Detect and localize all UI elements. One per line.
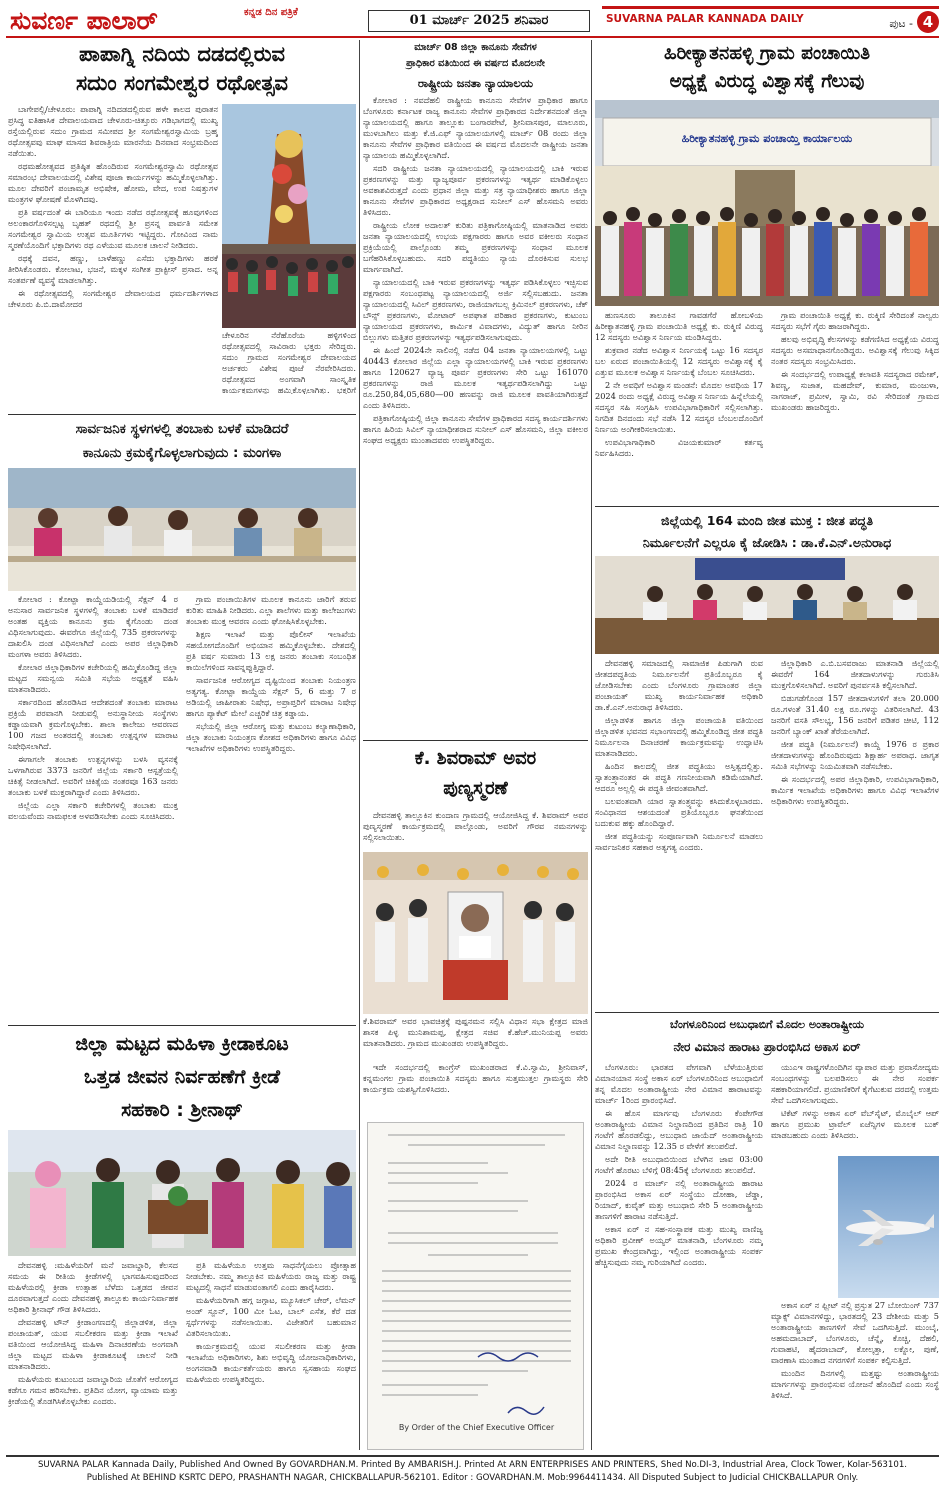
headline-line: ಸದುಂ ಸಂಗಮೇಶ್ವರ ರಥೋತ್ಸವ [76,71,288,95]
tobacco-body-left [8,594,178,1018]
paragraph: ಅಕಾಸ ಏರ್ ನ ಸಹ-ಸಂಸ್ಥಾಪಕ ಮತ್ತು ಮುಖ್ಯ ವಾಣಿಜ್ಯ ಅಧಿಕಾರಿ ಪ್ರವೀಣ್ ಅಯ್ಯರ್ ಮಾತನಾಡಿ, ಬೆಂಗಳೂರು ನಮ್ಮ ಪ್ರಮುಖ ಕೇಂದ್ರವಾಗಿದ್ದು, ಇಲ್ಲಿಂದ ಅಂತಾರಾಷ್ಟ್ರೀಯ ಸಂಪರ್ಕ ಹೆಚ್ಚಿಸುವುದು ನಮ್ಮ ಗುರಿಯಾಗಿದೆ ಎಂದರು. [595,1224,763,1267]
paragraph: ಜಿಲ್ಲಾಧಿಕಾರಿ ಎ.ಬಿ.ಬಸವರಾಜು ಮಾತನಾಡಿ ಜಿಲ್ಲೆಯಲ್ಲಿ ಈವರೆಗೆ 164 ಜೀತದಾಳುಗಳನ್ನು ಗುರುತಿಸಿ ಮುಕ್ತಗೊಳಿಸಲಾಗಿದೆ. ಅವರಿಗೆ ಪುನರ್ವಸತಿ ಕಲ್ಪಿಸಲಾಗಿದೆ. [771,658,939,690]
legal-aid-headline: ರಾಷ್ಟ್ರೀಯ ಜನತಾ ನ್ಯಾಯಾಲಯ [417,76,534,90]
bonded-labour-meeting-photo [595,556,939,654]
masthead [6,6,939,36]
headline-line: ಸಾರ್ವಜನಿಕ ಸ್ಥಳಗಳಲ್ಲಿ ತಂಬಾಕು ಬಳಕೆ ಮಾಡಿದರೆ [75,421,289,437]
akasa-body-left [595,1062,763,1450]
masthead-divider [6,36,939,38]
rathotsava-caption: ಚೇಳೂರಿನ ನೆರೆಹೊರೆಯ ಹಳ್ಳಿಗಳಿಂದ ರಥೋತ್ಸವದಲ್ಲಿ ಸಾವಿರಾರು ಭಕ್ತರು ಸೇರಿದ್ದರು. ಸದುಂ ಗ್ರಾಮದ ಸಂಗಮೇಶ್ವರ ದೇವಾಲಯದ ಅರ್ಚಕರು ವಿಶೇಷ ಪೂಜೆ ನೆರವೇರಿಸಿದರು. ರಥೋತ್ಸವದ ಅಂಗವಾಗಿ ಸಾಂಸ್ಕೃತಿಕ ಕಾರ್ಯಕ್ರಮಗಳನ್ನು ಹಮ್ಮಿಕೊಳ್ಳಲಾಗಿತ್ತು. ಭಕ್ತರಿಗೆ [222,330,356,394]
headline-line: ಕೆ. ಶಿವರಾಮ್ ಅವರ [414,748,537,769]
headline-line: ನಿರ್ಮೂಲನೆಗೆ ಎಲ್ಲರೂ ಕೈ ಜೋಡಿಸಿ : ಡಾ.ಕೆ.ಎನ್.ಅನುರಾಧ [642,535,892,550]
tobacco-meeting-photo [8,468,356,591]
column-rule [591,40,592,1450]
paragraph: ಜಿಲ್ಲಾಡಳಿತ ಹಾಗೂ ಜಿಲ್ಲಾ ಪಂಚಾಯತಿ ವತಿಯಿಂದ ಜಿಲ್ಲಾಡಳಿತ ಭವನದ ಸಭಾಂಗಣದಲ್ಲಿ ಹಮ್ಮಿಕೊಂಡಿದ್ದ ಜೀತ ಪದ್ಧತಿ ನಿರ್ಮೂಲನಾ ದಿನಾಚರಣೆ ಕಾರ್ಯಕ್ರಮವನ್ನು ಉದ್ಘಾಟಿಸಿ ಮಾತನಾಡಿದರು. [595,715,763,758]
shivaram-body [363,810,588,850]
section-divider [595,1012,939,1013]
headline-line: ಹಿರೀಕ್ಯಾತನಹಳ್ಳಿ ಗ್ರಾಮ ಪಂಚಾಯಿತಿ [663,43,871,64]
paragraph: ಅಕಾಸ ಏರ್ ನ ಫ್ಲೀಟ್ ನಲ್ಲಿ ಪ್ರಸ್ತುತ 27 ಬೋಯಿಂಗ್ 737 ಮ್ಯಾಕ್ಸ್ ವಿಮಾನಗಳಿದ್ದು, ಭಾರತದಲ್ಲಿ 23 ದೇಶೀಯ ಮತ್ತು 5 ಅಂತಾರಾಷ್ಟ್ರೀಯ ತಾಣಗಳಿಗೆ ಸೇವೆ ಒದಗಿಸುತ್ತಿದೆ. ಮುಂಬೈ, ಅಹಮದಾಬಾದ್, ಬೆಂಗಳೂರು, ಚೆನ್ನೈ, ಕೊಚ್ಚಿ, ದೆಹಲಿ, ಗುವಾಹಟಿ, ಹೈದರಾಬಾದ್, ಕೋಲ್ಕತ್ತಾ, ಲಕ್ನೋ, ಪುಣೆ, ವಾರಣಾಸಿ ಮುಂತಾದ ನಗರಗಳಿಗೆ ಸಂಪರ್ಕ ಕಲ್ಪಿಸುತ್ತಿದೆ. [771,1300,939,1365]
paragraph: ಈ ರಥೋತ್ಸವದಲ್ಲಿ ಸಂಗಮೇಶ್ವರ ದೇವಾಲಯದ ಧರ್ಮದರ್ಶಿಗಳಾದ ಚೇಳೂರು ಪಿ.ಬಿ.ದಾಮೋದರ [8,288,218,309]
paragraph: ದೇವನಹಳ್ಳಿ ಸಮಾಜದಲ್ಲಿ ಸಾಮಾಜಿಕ ಪಿಡುಗಾಗಿ ರುವ ಜೀತದಪದ್ಧತಿಯ ನಿರ್ಮೂಲನೆಗೆ ಪ್ರತಿಯೊಬ್ಬರೂ ಕೈ ಜೋಡಿಸಬೇಕು ಎಂದು ಬೆಂಗಳೂರು ಗ್ರಾಮಾಂತರ ಜಿಲ್ಲಾ ಪಂಚಾಯತ್ ಮುಖ್ಯ ಕಾರ್ಯನಿರ್ವಾಹಕ ಅಧಿಕಾರಿ ಡಾ.ಕೆ.ಎನ್.ಅನುರಾಧ ತಿಳಿಸಿದರು. [595,658,763,712]
headline-line: ಪಾಪಾಗ್ನಿ ನದಿಯ ದಡದಲ್ಲಿರುವ [78,42,286,66]
akasa-body-right-bottom [771,1300,939,1450]
akasa-headline: ನೇರ ವಿಮಾನ ಹಾರಾಟ ಪ್ರಾರಂಭಿಸಿದ ಅಕಾಸ ಏರ್ [673,1040,861,1054]
office-sign-text: ಹಿರೀಕ್ಯಾತನಹಳ್ಳಿ ಗ್ರಾಮ ಪಂಚಾಯ್ತಿ ಕಾರ್ಯಾಲಯ [681,132,853,145]
newspaper-tagline: ಕನ್ನಡ ದಿನ ಪತ್ರಿಕೆ [244,7,298,18]
rathotsava-headline [8,40,356,98]
paragraph: ಯುಎಇ ರಾಷ್ಟ್ರಗಳೊಂದಿಗಿನ ವ್ಯಾಪಾರ ಮತ್ತು ಪ್ರವಾಸೋದ್ಯಮ ಸಂಬಂಧಗಳನ್ನು ಬಲಪಡಿಸಲು ಈ ನೇರ ಸಂಪರ್ಕ ಸಹಕಾರಿಯಾಗಲಿದೆ. ಪ್ರಯಾಣಿಕರಿಗೆ ಕೈಗೆಟುಕುವ ದರದಲ್ಲಿ ಉತ್ತಮ ಸೇವೆ ಒದಗಿಸಲಾಗುವುದು. [771,1062,939,1105]
official-notice-document [367,1122,584,1450]
rathotsava-body [8,104,218,394]
paragraph: ಶುಕ್ರವಾರ ನಡೆದ ಅವಿಶ್ವಾಸ ನಿರ್ಣಯಕ್ಕೆ ಒಟ್ಟು 16 ಸದಸ್ಯರ ಬಲ ಏರುದ ಪಂಚಾಯಿತಿಯಲ್ಲಿ 12 ಸದಸ್ಯರು ಅವಿಶ್ವಾಸಕ್ಕೆ ಕೈ ಎತ್ತುವ ಮೂಲಕ ಅವಿಶ್ವಾಸ ನಿರ್ಣಯಕ್ಕೆ ಬೆಂಬಲ ಸೂಚಿಸಿದರು. [595,345,763,377]
tobacco-body-right [186,594,356,1018]
paragraph: ಕೋಲಾರ : ನವದೆಹಲಿ ರಾಷ್ಟ್ರೀಯ ಕಾನೂನು ಸೇವೆಗಳ ಪ್ರಾಧಿಕಾರ ಹಾಗೂ ಬೆಂಗಳೂರು ಕರ್ನಾಟಕ ರಾಜ್ಯ ಕಾನೂನು ಸೇವೆಗಳ ಪ್ರಾಧಿಕಾರದ ನಿರ್ದೇಶನದಂತೆ ಜಿಲ್ಲಾ ನ್ಯಾಯಾಲಯದಲ್ಲಿ ಹಾಗೂ ತಾಲ್ಲೂಕು ಬಂಗಾರಪೇಟೆ, ಶ್ರೀನಿವಾಸಪುರ, ಮಾಲೂರು, ಮುಳಬಾಗಿಲು ಮತ್ತು ಕೆ.ಜಿ.ಎಫ್ ನ್ಯಾಯಾಲಯಗಳಲ್ಲಿ ಮಾರ್ಚ್ 08 ರಂದು ಜಿಲ್ಲಾ ಕಾನೂನು ಸೇವೆಗಳ ಪ್ರಾಧಿಕಾರ ವತಿಯಿಂದ ಈ ವರ್ಷದ ಮೊದಲನೇ ರಾಷ್ಟ್ರೀಯ ಜನತಾ ನ್ಯಾಯಾಲಯ ಹಮ್ಮಿಕೊಳ್ಳಲಾಗಿದೆ. [363,95,588,160]
panchayat-office-photo [595,100,939,306]
airplane-photo [838,1156,939,1298]
paragraph: ಉಪವಿಭಾಗಾಧಿಕಾರಿ ವಿಜಯಕುಮಾರ್ ಕರ್ತವ್ಯ ನಿರ್ವಹಿಸಿದರು. [595,437,763,458]
paragraph: ಗ್ರಾಮ ಪಂಚಾಯಿತಿಗಳ ಮೂಲಕ ಕಾನೂನು ಜಾರಿಗೆ ತರುವ ಕುರಿತು ಮಾಹಿತಿ ನೀಡಿದರು. ಎಲ್ಲಾ ಶಾಲೆಗಳು ಮತ್ತು ಕಾಲೇಜುಗಳು ತಂಬಾಕು ಮುಕ್ತ ಆವರಣ ಎಂದು ಘೋಷಿಸಿಕೊಳ್ಳಬೇಕು. [186,594,356,626]
paragraph: ಕೋಲಾರ ಜಿಲ್ಲಾಧಿಕಾರಿಗಳ ಕಚೇರಿಯಲ್ಲಿ ಹಮ್ಮಿಕೊಂಡಿದ್ದ ಜಿಲ್ಲಾ ಮಟ್ಟದ ಸಮನ್ವಯ ಸಮಿತಿ ಸಭೆಯ ಅಧ್ಯಕ್ಷತೆ ವಹಿಸಿ ಮಾತನಾಡಿದರು. [8,662,178,694]
tobacco-headline [8,417,356,465]
hirikyatanahalli-body-left [595,310,763,502]
imprint-line: SUVARNA PALAR Kannada Daily, Published And Owned By GOVARDHAN.M. Printed By AMBARISH.J. Printed At ARN ENTERPRISES AND PRINTERS, Shed No.DI-3, Industrial Area, Clock Tower, Kolar-563101. [37,1460,908,1470]
bonded-labour-body-left [595,658,763,1008]
paragraph: ಅದೇ ರೀತಿ ಅಬುಧಾಬಿಯಿಂದ ಬೆಳಗಿನ ಜಾವ 03:00 ಗಂಟೆಗೆ ಹೊರಟು ಬೆಳಿಗ್ಗೆ 08:45ಕ್ಕೆ ಬೆಂಗಳೂರು ತಲುಪಲಿದೆ. [595,1154,763,1175]
paragraph: ಈ ಹಿಂದೆ 2024ನೇ ಸಾಲಿನಲ್ಲಿ ನಡೆದ 04 ಜನತಾ ನ್ಯಾಯಾಲಯಗಳಲ್ಲಿ ಒಟ್ಟು 40443 ಕೋಲಾರ ಜಿಲ್ಲೆಯ ಎಲ್ಲಾ ನ್ಯಾಯಾಲಯಗಳಲ್ಲಿ ಬಾಕಿ ಇರುವ ಪ್ರಕರಣಗಳು ಹಾಗೂ 120627 ವ್ಯಾಜ್ಯ ಪೂರ್ವ ಪ್ರಕರಣಗಳು ಸೇರಿ ಒಟ್ಟು 161070 ಪ್ರಕರಣಗಳನ್ನು ರಾಜಿ ಮೂಲಕ ಇತ್ಯರ್ಥಪಡಿಸಲಾಗಿದ್ದು ಒಟ್ಟು ರೂ.250,84,05,680—00 ಹಣವನ್ನು ರಾಜಿ ಮೂಲಕ ಪಾವತಿಯಾಗಿರುತ್ತದೆ ಎಂದು ತಿಳಿಸಿದರು. [363,345,588,410]
paragraph: ಬಾಗೇಪಲ್ಲಿ/ಚೇಳೂರು: ಪಾಪಾಗ್ನಿ ನದಿದಡದಲ್ಲಿರುವ ಹಳೇ ಕಾಲದ ಪುರಾತನ ಪ್ರಸಿದ್ಧ ಐತಿಹಾಸಿಕ ದೇವಾಲಯವಾದ ಚೇಳೂರು-ಚಿತ್ತೂರು ಗಡಿಭಾಗದಲ್ಲಿ ಮುಖ್ಯ ರಸ್ತೆಯಲ್ಲಿರುವ ಸದುಂ ಗ್ರಾಮದ ಸಮೀಪದ ಶ್ರೀ ಸಂಗಮೇಶ್ವರಸ್ವಾಮಿಯ ಬ್ರಹ್ಮ ರಥೋತ್ಸವವು ಮಾಘ ಮಾಸದ ಶಿವರಾತ್ರಿಯ ಮಾರನೆಯ ದಿನವಾದ ಸಂಭ್ರಮದಿಂದ ನಡೆಯಿತು. [8,104,218,158]
page-label: ಪುಟ - [889,17,913,30]
issue-date: 01 ಮಾರ್ಚ್ 2025 ಶನಿವಾರ [368,10,590,32]
legal-aid-deck [363,40,588,72]
page-number-badge: 4 [917,11,939,33]
paragraph: ರಥಮಹೋತ್ಸವದ ಪ್ರತಿಷ್ಠಿತ ಹೊಂದಿರುವ ಸಂಗಮೇಶ್ವರಸ್ವಾಮಿ ರಥೋತ್ಸವ ಸಮಾರಂಭ ದೇವಾಲಯದಲ್ಲಿ ವಿಶೇಷ ಪೂಜಾ ಕಾರ್ಯಗಳನ್ನು ಹಮ್ಮಿಕೊಳ್ಳಲಾಗಿತ್ತು. ಮೂಲ ದೇವರಿಗೆ ಪಂಚಾಮೃತ ಅಭಿಷೇಕ, ಹೋಮ, ವೇದ, ಉಪ ನಿಷತ್ತುಗಳ ಮಂತ್ರಗಳ ಘೋಷಣೆ ಮೊಳಗಿದವು. [8,161,218,204]
paragraph: ಮಹಿಳೆಯರಿಗಾಗಿ ಹಗ್ಗ ಜಗ್ಗಾಟ, ಮ್ಯೂಸಿಕಲ್ ಚೇರ್, ಲೆಮನ್ ಅಂಡ್ ಸ್ಪೂನ್, 100 ಮೀ ಓಟ, ಬಾಲ್ ಎಸೆತ, ಕೆರೆ ದಡ ಸ್ಪರ್ಧೆಗಳನ್ನು ನಡೆಸಲಾಯಿತು. ವಿಜೇತರಿಗೆ ಬಹುಮಾನ ವಿತರಿಸಲಾಯಿತು. [186,1295,356,1338]
headline-line: ಕಾನೂನು ಕ್ರಮಕೈಗೊಳ್ಳಲಾಗುವುದು : ಮಂಗಳಾ [82,445,282,461]
paragraph: ಮಹಿಳೆಯರು ಕುಟುಂಬದ ಜವಾಬ್ದಾರಿಯ ಜೊತೆಗೆ ಆರೋಗ್ಯದ ಕಡೆಗೂ ಗಮನ ಹರಿಸಬೇಕು. ಪ್ರತಿದಿನ ಯೋಗ, ವ್ಯಾಯಾಮ ಮತ್ತು ಕ್ರೀಡೆಯಲ್ಲಿ ತೊಡಗಿಸಿಕೊಳ್ಳಬೇಕು ಎಂದರು. [8,1374,178,1406]
english-title: SUVARNA PALAR KANNADA DAILY [606,13,804,25]
paragraph: ದೇವನಹಳ್ಳಿ ಟೌನ್ ಕ್ರೀಡಾಂಗಣದಲ್ಲಿ ಜಿಲ್ಲಾಡಳಿತ, ಜಿಲ್ಲಾ ಪಂಚಾಯತ್, ಯುವ ಸಬಲೀಕರಣ ಮತ್ತು ಕ್ರೀಡಾ ಇಲಾಖೆ ವತಿಯಿಂದ ಆಯೋಜಿಸಿದ್ದ ಮಹಿಳಾ ದಿನಾಚರಣೆಯ ಅಂಗವಾಗಿ ಜಿಲ್ಲಾ ಮಟ್ಟದ ಮಹಿಳಾ ಕ್ರೀಡಾಕೂಟಕ್ಕೆ ಚಾಲನೆ ನೀಡಿ ಮಾತನಾಡಿದರು. [8,1317,178,1371]
column-rule [359,40,360,1450]
paragraph: ಕಾರ್ಯಕ್ರಮದಲ್ಲಿ ಯುವ ಸಬಲೀಕರಣ ಮತ್ತು ಕ್ರೀಡಾ ಇಲಾಖೆಯ ಅಧಿಕಾರಿಗಳು, ಶಿಶು ಅಭಿವೃದ್ಧಿ ಯೋಜನಾಧಿಕಾರಿಗಳು, ಅಂಗನವಾಡಿ ಕಾರ್ಯಕರ್ತೆಯರು ಹಾಗೂ ಸ್ವಸಹಾಯ ಸಂಘದ ಮಹಿಳೆಯರು ಉಪಸ್ಥಿತರಿದ್ದರು. [186,1341,356,1384]
akasa-body-right-mid [771,1156,835,1298]
deck-line: ಪ್ರಾಧಿಕಾರ ವತಿಯಿಂದ ಈ ವರ್ಷದ ಮೊದಲನೇ [406,58,545,69]
paragraph: ಪ್ರತಿ ಮಹಿಳೆಯೂ ಉತ್ತಮ ಸಾಧನೆಗೈಯಲು ಪ್ರೋತ್ಸಾಹ ನೀಡಬೇಕು. ನಮ್ಮ ತಾಲ್ಲೂಕಿನ ಮಹಿಳೆಯರು ರಾಜ್ಯ ಮತ್ತು ರಾಷ್ಟ್ರ ಮಟ್ಟದಲ್ಲಿ ಸಾಧನೆ ಮಾಡುವಂತಾಗಲಿ ಎಂದು ಹಾರೈಸಿದರು. [186,1260,356,1292]
paragraph: ಗ್ರಾಮ ಪಂಚಾಯಿತಿ ಅಧ್ಯಕ್ಷೆ ಕು. ರುಕ್ಮಿಣಿ ಸೇರಿದಂತೆ ನಾಲ್ವರು ಸದಸ್ಯರು ಸಭೆಗೆ ಗೈರು ಹಾಜರಾಗಿದ್ದರು. [771,310,939,331]
akasa-body-right-top [771,1062,939,1154]
paragraph: ಕೋಲಾರ : ಕೋಟ್ಪಾ ಕಾಯ್ದೆಯಡಿಯಲ್ಲಿ ಸೆಕ್ಷನ್ 4 ರ ಅನುಸಾರ ಸಾರ್ವಜನಿಕ ಸ್ಥಳಗಳಲ್ಲಿ ತಂಬಾಕು ಬಳಕೆ ಮಾಡಿದರೆ ಅಂತಹ ವ್ಯಕ್ತಿಯ ಕಾನೂನು ಕ್ರಮ ಕೈಗೊಂಡು ದಂಡ ವಿಧಿಸಲಾಗುವುದು. ಈವರೆಗೂ ಜಿಲ್ಲೆಯಲ್ಲಿ 735 ಪ್ರಕರಣಗಳನ್ನು ದಾಖಲಿಸಿ ದಂಡ ವಿಧಿಸಲಾಗಿದೆ ಎಂದು ಅಪರ ಜಿಲ್ಲಾಧಿಕಾರಿ ಮಂಗಳಾ ಅವರು ತಿಳಿಸಿದರು. [8,594,178,659]
paragraph: 2 ನೇ ಅವಧಿಗೆ ಅವಿಶ್ವಾಸ ಮಂಡನೆ: ಮೊದಲ ಅವಧಿಯ 17 2024 ರಂದು ಅಧ್ಯಕ್ಷೆ ವಿರುದ್ಧ ಅವಿಶ್ವಾಸ ನಿರ್ಣಯ ಹಿನ್ನೆಲೆಯಲ್ಲಿ ಸದಸ್ಯರ ಸಹಿ ಸಂಗ್ರಹಿಸಿ ಉಪವಿಭಾಗಾಧಿಕಾರಿಗೆ ಸಲ್ಲಿಸಲಾಗಿತ್ತು. ನಿಗದಿತ ದಿನದಂದು ಸಭೆ ನಡೆಸಿ 12 ಸದಸ್ಯರ ಬೆಂಬಲದೊಂದಿಗೆ ನಿರ್ಣಯ ಅಂಗೀಕರಿಸಲಾಯಿತು. [595,380,763,434]
sports-body-left [8,1260,178,1450]
shivaram-closing [363,1062,588,1118]
akasa-deck: ಬೆಂಗಳೂರಿನಿಂದ ಅಬುಧಾಬಿಗೆ ಮೊದಲ ಅಂತಾರಾಷ್ಟ್ರೀಯ [670,1018,864,1031]
chariot-festival-photo [222,104,356,328]
paragraph: ಬೆಂಗಳೂರು: ಭಾರತದ ವೇಗವಾಗಿ ಬೆಳೆಯುತ್ತಿರುವ ವಿಮಾನಯಾನ ಸಂಸ್ಥೆ ಅಕಾಸ ಏರ್ ಬೆಂಗಳೂರಿನಿಂದ ಅಬುಧಾಬಿಗೆ ತನ್ನ ಮೊದಲ ಅಂತಾರಾಷ್ಟ್ರೀಯ ನೇರ ವಿಮಾನ ಹಾರಾಟವನ್ನು ಮಾರ್ಚ್ 1ರಿಂದ ಪ್ರಾರಂಭಿಸಿದೆ. [595,1062,763,1105]
deck-line: ಮಾರ್ಚ್ 08 ಜಿಲ್ಲಾ ಕಾನೂನು ಸೇವೆಗಳ [414,42,537,53]
section-divider [8,414,356,415]
sports-headline [8,1028,356,1127]
paragraph: ಸಭೆಯಲ್ಲಿ ಜಿಲ್ಲಾ ಆರೋಗ್ಯ ಮತ್ತು ಕುಟುಂಬ ಕಲ್ಯಾಣಾಧಿಕಾರಿ, ಜಿಲ್ಲಾ ತಂಬಾಕು ನಿಯಂತ್ರಣ ಕೋಶದ ಅಧಿಕಾರಿಗಳು ಹಾಗೂ ವಿವಿಧ ಇಲಾಖೆಗಳ ಅಧಿಕಾರಿಗಳು ಉಪಸ್ಥಿತರಿದ್ದರು. [186,721,356,753]
paragraph: ಜೀತ ಪದ್ಧತಿಯನ್ನು ಸಂಪೂರ್ಣವಾಗಿ ನಿರ್ಮೂಲನೆ ಮಾಡಲು ಸಾರ್ವಜನಿಕರ ಸಹಕಾರ ಅತ್ಯಗತ್ಯ ಎಂದರು. [595,831,763,852]
newspaper-name: ಸುವರ್ಣ ಪಾಲಾರ್ [10,6,158,35]
section-divider [8,1025,356,1026]
paragraph: ಈ ಹೊಸ ಮಾರ್ಗವು ಬೆಂಗಳೂರು ಕೆಂಪೇಗೌಡ ಅಂತಾರಾಷ್ಟ್ರೀಯ ವಿಮಾನ ನಿಲ್ದಾಣದಿಂದ ಪ್ರತಿದಿನ ರಾತ್ರಿ 10 ಗಂಟೆಗೆ ಹೊರಡಲಿದ್ದು, ಅಬುಧಾಬಿ ಜಾಯೆದ್ ಅಂತಾರಾಷ್ಟ್ರೀಯ ವಿಮಾನ ನಿಲ್ದಾಣವನ್ನು 12.35 ರ ವೇಳೆಗೆ ತಲುಪಲಿದೆ. [595,1108,763,1151]
paragraph: ಈ ಸಂದರ್ಭದಲ್ಲಿ ಉಪಾಧ್ಯಕ್ಷೆ ಕಲಾವತಿ ಸದಸ್ಯರಾದ ರಮೇಶ್, ಶಿವಣ್ಣ, ಸುಜಾತ, ಮಹದೇವ್, ಕುಮಾರ, ಮಂಜುಳಾ, ನಾಗರಾಜ್, ಪ್ರಮೀಳ, ಸ್ವಾಮಿ, ರವಿ ಸೇರಿದಂತೆ ಗ್ರಾಮದ ಮುಖಂಡರು ಹಾಜರಿದ್ದರು. [771,369,939,412]
masthead-brand [6,6,361,36]
paragraph: ಶಿಕ್ಷಣ ಇಲಾಖೆ ಮತ್ತು ಪೊಲೀಸ್ ಇಲಾಖೆಯ ಸಹಯೋಗದೊಂದಿಗೆ ಅಭಿಯಾನ ಹಮ್ಮಿಕೊಳ್ಳಬೇಕು. ದೇಶದಲ್ಲಿ ಪ್ರತಿ ವರ್ಷ ಸುಮಾರು 13 ಲಕ್ಷ ಜನರು ತಂಬಾಕು ಸಂಬಂಧಿತ ಕಾಯಿಲೆಗಳಿಂದ ಸಾವನ್ನಪ್ಪುತ್ತಿದ್ದಾರೆ. [186,629,356,672]
bonded-labour-headline [595,510,939,554]
paragraph: ನ್ಯಾಯಾಲಯದಲ್ಲಿ ಬಾಕಿ ಇರುವ ಪ್ರಕರಣಗಳನ್ನು ಇತ್ಯರ್ಥ ಪಡಿಸಿಕೊಳ್ಳಲು ಇಚ್ಛಿಸುವ ಪಕ್ಷಗಾರರು ಸಂಬಂಧಪಟ್ಟ ನ್ಯಾಯಾಲಯದಲ್ಲಿ ಅರ್ಜಿ ಸಲ್ಲಿಸಬಹುದು. ಜನತಾ ನ್ಯಾಯಾಲಯದಲ್ಲಿ ಸಿವಿಲ್ ಪ್ರಕರಣಗಳು, ರಾಜಿಯಾಗಬಲ್ಲ ಕ್ರಿಮಿನಲ್ ಪ್ರಕರಣಗಳು, ಚೆಕ್ ಬೌನ್ಸ್ ಪ್ರಕರಣಗಳು, ಮೋಟಾರ್ ಅಪಘಾತ ಪರಿಹಾರ ಪ್ರಕರಣಗಳು, ಕುಟುಂಬ ನ್ಯಾಯಾಲಯದ ಪ್ರಕರಣಗಳು, ಕಾರ್ಮಿಕ ವಿವಾದಗಳು, ವಿದ್ಯುತ್ ಹಾಗೂ ನೀರಿನ ಬಿಲ್ಲುಗಳು ಮತ್ತಿತರ ಪ್ರಕರಣಗಳನ್ನು ಇತ್ಯರ್ಥಪಡಿಸಲಾಗುವುದು. [363,277,588,342]
paragraph: ಸರ್ಕಾರದಿಂದ ಹೊರಡಿಸಿದ ಆದೇಶದಂತೆ ತಂಬಾಕು ಮಾರಾಟ ಪ್ರಕ್ರಿಯೆ ಪರವಾನಗಿ ನೀಡುವಲ್ಲಿ ಅನುಸ್ಥಾನೀಯ ಸಂಸ್ಥೆಗಳು ಕಡ್ಡಾಯವಾಗಿ ಕ್ರಮಗೊಳ್ಳಬೇಕು. ಶಾಲಾ ಕಾಲೇಜು ಆವರಣದ 100 ಗಜದ ಅಂತರದಲ್ಲಿ ತಂಬಾಕು ಉತ್ಪನ್ನಗಳ ಮಾರಾಟ ನಿಷೇಧಿಸಲಾಗಿದೆ. [8,697,178,751]
headline-line: ಜಿಲ್ಲೆಯಲ್ಲಿ 164 ಮಂದಿ ಜೀತ ಮುಕ್ತ : ಜೀತ ಪದ್ಧತಿ [661,513,873,528]
memorial-caption: ಕೆ.ಶಿವರಾಮ್ ಅವರ ಭಾವಚಿತ್ರಕ್ಕೆ ಪುಷ್ಪನಮನ ಸಲ್ಲಿಸಿ ವಿಧಾನ ಸಭಾ ಕ್ಷೇತ್ರದ ಮಾಜಿ ಶಾಸಕ ಪಿಳ್ಳ ಮುನಿಶಾಮಪ್ಪ, ಕ್ಷೇತ್ರದ ಸಚಿವ ಕೆ.ಹೆಚ್.ಮುನಿಯಪ್ಪ ಅವರು ಮಾತನಾಡಿದರು. ಗ್ರಾಮದ ಮುಖಂಡರು ಉಪಸ್ಥಿತರಿದ್ದರು. [363,1016,588,1048]
shivaram-headline [363,744,588,804]
womens-sports-photo [8,1130,356,1256]
hirikyatanahalli-body-right [771,310,939,502]
imprint-footer [6,1455,939,1487]
section-divider [363,740,588,741]
paragraph: ಹಿಂದಿನ ಕಾಲದಲ್ಲಿ ಜೀತ ಪದ್ಧತಿಯು ಅಸ್ತಿತ್ವದಲ್ಲಿತ್ತು. ಸ್ವಾತಂತ್ರ್ಯಾನಂತರ ಈ ಪದ್ಧತಿ ಗಣನೀಯವಾಗಿ ಕಡಿಮೆಯಾಗಿದೆ. ಆದರೂ ಅಲ್ಲಲ್ಲಿ ಈ ಪದ್ಧತಿ ಜೀವಂತವಾಗಿದೆ. [595,761,763,793]
hirikyatanahalli-headline [595,40,939,96]
paragraph: ಬಲವಂತವಾಗಿ ಯಾರ ಸ್ವಾತಂತ್ರ್ಯವನ್ನು ಕಸಿದುಕೊಳ್ಳಬಾರದು. ಸಂವಿಧಾನದ ಆಶಯದಂತೆ ಪ್ರತಿಯೊಬ್ಬರೂ ಘನತೆಯಿಂದ ಬದುಕುವ ಹಕ್ಕು ಹೊಂದಿದ್ದಾರೆ. [595,796,763,828]
paragraph: ರಾಷ್ಟ್ರೀಯ ಲೋಕ ಅದಾಲತ್ ಕುರಿತು ಪತ್ರಿಕಾಗೋಷ್ಠಿಯಲ್ಲಿ ಮಾತನಾಡಿದ ಅವರು ಜನತಾ ನ್ಯಾಯಾಲಯದಲ್ಲಿ ಉಭಯ ಪಕ್ಷಗಾರರು ಹಾಗೂ ಅವರ ವಕೀಲರು ಸಂಧಾನ ಪ್ರಕ್ರಿಯೆಯಲ್ಲಿ ಪಾಲ್ಗೊಂಡು ತಮ್ಮ ಪ್ರಕರಣಗಳನ್ನು ಸಂಧಾನ ಮೂಲಕ ಬಗೆಹರಿಸಿಕೊಳ್ಳಬಹುದು. ಸದರಿ ಪದ್ಧತಿಯು ನ್ಯಾಯ ದೊರಕಿಸುವ ಸುಲಭ ಮಾರ್ಗವಾಗಿದೆ. [363,220,588,274]
paragraph: ಹಲವು ಅಭಿವೃದ್ಧಿ ಕೆಲಸಗಳನ್ನು ಕಡೆಗಣಿಸಿದ ಅಧ್ಯಕ್ಷೆಯ ವಿರುದ್ಧ ಸದಸ್ಯರು ಅಸಮಾಧಾನಗೊಂಡಿದ್ದರು. ಅವಿಶ್ವಾಸಕ್ಕೆ ಗೆಲುವು ಸಿಕ್ಕಿದ ನಂತರ ಸದಸ್ಯರು ಸಂಭ್ರಮಿಸಿದರು. [771,334,939,366]
headline-line: ಒತ್ತಡ ಜೀವನ ನಿರ್ವಹಣೆಗೆ ಕ್ರೀಡೆ [83,1066,281,1088]
headline-line: ಜಿಲ್ಲಾ ಮಟ್ಟದ ಮಹಿಳಾ ಕ್ರೀಡಾಕೂಟ [75,1033,289,1055]
bonded-labour-body-right [771,658,939,1008]
legal-aid-body [363,95,588,737]
masthead-right [602,6,939,36]
paragraph: ಟಿಕೆಟ್ ಗಳನ್ನು ಅಕಾಸ ಏರ್ ವೆಬ್‌ಸೈಟ್, ಮೊಬೈಲ್ ಆಪ್ ಹಾಗೂ ಪ್ರಮುಖ ಟ್ರಾವೆಲ್ ಏಜೆನ್ಸಿಗಳ ಮೂಲಕ ಬುಕ್ ಮಾಡಬಹುದು ಎಂದು ತಿಳಿಸಿದರು. [771,1108,939,1140]
paragraph: ಸದರಿ ರಾಷ್ಟ್ರೀಯ ಜನತಾ ನ್ಯಾಯಾಲಯದಲ್ಲಿ ನ್ಯಾಯಾಲಯದಲ್ಲಿ ಬಾಕಿ ಇರುವ ಪ್ರಕರಣಗಳನ್ನು ಮತ್ತು ವ್ಯಾಜ್ಯಪೂರ್ವ ಪ್ರಕರಣಗಳನ್ನು ಇತ್ಯರ್ಥ ಮಾಡಿಕೊಳ್ಳಲು ಅವಕಾಶವಿರುತ್ತದೆ ಎಂದು ಪ್ರಧಾನ ಜಿಲ್ಲಾ ಮತ್ತು ಸತ್ರ ನ್ಯಾಯಾಧೀಶರು ಹಾಗೂ ಜಿಲ್ಲಾ ಕಾನೂನು ಸೇವೆಗಳ ಪ್ರಾಧಿಕಾರದ ಅಧ್ಯಕ್ಷರಾದ ಸುನೀಲ್ ಎಸ್ ಹೊಸಮನಿ ಅವರು ತಿಳಿಸಿದರು. [363,163,588,217]
headline-line: ಸಹಕಾರಿ : ಶ್ರೀನಾಥ್ [121,1099,243,1121]
paragraph: ಜೀತ ಪದ್ಧತಿ (ನಿರ್ಮೂಲನೆ) ಕಾಯ್ದೆ 1976 ರ ಪ್ರಕಾರ ಜೀತದಾಳುಗಳನ್ನು ಹೊಂದಿರುವುದು ಶಿಕ್ಷಾರ್ಹ ಅಪರಾಧ. ಜಾಗೃತ ಸಮಿತಿ ಸಭೆಗಳನ್ನು ನಿಯಮಿತವಾಗಿ ನಡೆಸಬೇಕು. [771,739,939,771]
paragraph: ಸಾರ್ವಜನಿಕ ಆರೋಗ್ಯದ ದೃಷ್ಟಿಯಿಂದ ತಂಬಾಕು ನಿಯಂತ್ರಣ ಅತ್ಯಗತ್ಯ. ಕೋಟ್ಪಾ ಕಾಯ್ದೆಯ ಸೆಕ್ಷನ್ 5, 6 ಮತ್ತು 7 ರ ಅಡಿಯಲ್ಲಿ ಜಾಹೀರಾತು ನಿಷೇಧ, ಅಪ್ರಾಪ್ತರಿಗೆ ಮಾರಾಟ ನಿಷೇಧ ಹಾಗೂ ಪ್ಯಾಕೆಟ್ ಮೇಲೆ ಎಚ್ಚರಿಕೆ ಚಿತ್ರ ಕಡ್ಡಾಯ. [186,675,356,718]
imprint-line: Published At BEHIND KSRTC DEPO, PRASHANTH NAGAR, CHICKBALLAPUR-562101. Editor : GOVARDHAN.M. Mob:9964411434. All Disputed Subject to Judicial CHICKBALLAPUR Only. [86,1473,859,1483]
paragraph: ಜಿಲ್ಲೆಯ ಎಲ್ಲಾ ಸರ್ಕಾರಿ ಕಚೇರಿಗಳಲ್ಲಿ ತಂಬಾಕು ಮುಕ್ತ ವಲಯವೆಂದು ನಾಮಫಲಕ ಅಳವಡಿಸಬೇಕು ಎಂದು ಸೂಚಿಸಿದರು. [8,800,178,821]
headline-line: ಪುಣ್ಯಸ್ಮರಣೆ [443,778,508,799]
paragraph: ಬಿಡುಗಡೆಗೊಂಡ 157 ಜೀತದಾಳುಗಳಿಗೆ ತಲಾ 20.000 ರೂ.ಗಳಂತೆ 31.40 ಲಕ್ಷ ರೂ.ಗಳನ್ನು ವಿತರಿಸಲಾಗಿದೆ. 43 ಜನರಿಗೆ ವಸತಿ ಸೌಲಭ್ಯ, 156 ಜನರಿಗೆ ಪಡಿತರ ಚೀಟಿ, 112 ಜನರಿಗೆ ಬ್ಯಾಂಕ್ ಖಾತೆ ತೆರೆಯಲಾಗಿದೆ. [771,693,939,736]
paragraph: ಈ ಸಂದರ್ಭದಲ್ಲಿ ಅಪರ ಜಿಲ್ಲಾಧಿಕಾರಿ, ಉಪವಿಭಾಗಾಧಿಕಾರಿ, ಕಾರ್ಮಿಕ ಇಲಾಖೆಯ ಅಧಿಕಾರಿಗಳು ಹಾಗೂ ವಿವಿಧ ಇಲಾಖೆಗಳ ಅಧಿಕಾರಿಗಳು ಉಪಸ್ಥಿತರಿದ್ದರು. [771,774,939,806]
section-divider [595,506,939,507]
paragraph: ಪತ್ರಿಕಾಗೋಷ್ಠಿಯಲ್ಲಿ ಜಿಲ್ಲಾ ಕಾನೂನು ಸೇವೆಗಳ ಪ್ರಾಧಿಕಾರದ ಸದಸ್ಯ ಕಾರ್ಯದರ್ಶಿಗಳು ಹಾಗೂ ಹಿರಿಯ ಸಿವಿಲ್ ನ್ಯಾಯಾಧೀಶರಾದ ಸುನೀಲ್ ಎಸ್ ಹೊಸಮನಿ, ಜಿಲ್ಲಾ ವಕೀಲರ ಸಂಘದ ಅಧ್ಯಕ್ಷರು ಮುಂತಾದವರು ಉಪಸ್ಥಿತರಿದ್ದರು. [363,413,588,445]
paragraph: ಹುಣಸೂರು ತಾಲೂಕಿನ ಗಾವಡಗೆರೆ ಹೋಬಳಿಯ ಹಿರೀಕ್ಯಾತನಹಳ್ಳಿ ಗ್ರಾಮ ಪಂಚಾಯಿತಿ ಅಧ್ಯಕ್ಷೆ ಕು. ರುಕ್ಮಿಣಿ ವಿರುದ್ಧ 12 ಸದಸ್ಯರು ಅವಿಶ್ವಾಸ ನಿರ್ಣಯ ಮಂಡಿಸಿದ್ದರು. [595,310,763,342]
paragraph: ರಥಕ್ಕೆ ದವನ, ಹಣ್ಣು, ಬಾಳೆಹಣ್ಣು ಎಸೆದು ಭಕ್ತಾದಿಗಳು ಹರಕೆ ತೀರಿಸಿಕೊಂಡರು. ಕೋಲಾಟ, ಭಜನೆ, ಮಕ್ಕಳ ಸಂಗೀತ ಪ್ರಾಕ್ಟೀಸ್ ಪ್ರಸಾದ. ಅನ್ನ ಸಂತರ್ಪಣೆ ವ್ಯವಸ್ಥೆ ಮಾಡಲಾಗಿತ್ತು. [8,253,218,285]
headline-line: ಅಧ್ಯಕ್ಷೆ ವಿರುದ್ಧ ವಿಶ್ವಾಸಕ್ಕೆ ಗೆಲುವು [669,71,865,92]
paragraph: 2024 ರ ಮಾರ್ಚ್ ನಲ್ಲಿ ಅಂತಾರಾಷ್ಟ್ರೀಯ ಹಾರಾಟ ಪ್ರಾರಂಭಿಸಿದ ಅಕಾಸ ಏರ್ ಸಂಸ್ಥೆಯು ದೋಹಾ, ಜೆಡ್ಡಾ, ರಿಯಾದ್, ಕುವೈತ್ ಮತ್ತು ಅಬುಧಾಬಿ ಸೇರಿ 5 ಅಂತಾರಾಷ್ಟ್ರೀಯ ತಾಣಗಳಿಗೆ ಹಾರಾಟ ನಡೆಸುತ್ತಿದೆ. [595,1178,763,1221]
memorial-photo [363,852,588,1014]
sports-body-right [186,1260,356,1450]
paragraph: ಈಗಾಗಲೇ ತಂಬಾಕು ಉತ್ಪನ್ನಗಳನ್ನು ಬಳಸಿ ವ್ಯಸನಕ್ಕೆ ಒಳಗಾಗಿರುವ 3373 ಜನರಿಗೆ ಜಿಲ್ಲೆಯ ಸರ್ಕಾರಿ ಆಸ್ಪತ್ರೆಯಲ್ಲಿ ಚಿಕಿತ್ಸೆ ನೀಡಲಾಗಿದೆ. ಅವರಿಗೆ ಚಿಕಿತ್ಸೆಯ ನಂತರವೂ 163 ಜನರು ತಂಬಾಕು ಬಳಕೆ ಮುಕ್ತರಾಗಿದ್ದಾರೆ ಎಂದು ತಿಳಿಸಿದರು. [8,754,178,797]
paragraph: ಪ್ರತಿ ವರ್ಷದಂತೆ ಈ ಬಾರಿಯೂ ಇಂದು ನಡೆದ ರಥೋತ್ಸವಕ್ಕೆ ಹೂವುಗಳಿಂದ ಅಲಂಕಾರಗೊಳಿಸಲ್ಪಟ್ಟ ಬೃಹತ್ ರಥದಲ್ಲಿ ಶ್ರೀ ಪ್ರಸನ್ನ ಪಾರ್ವತಿ ಸಮೇತ ಸಂಗಮೇಶ್ವರ ಸ್ವಾಮಿಯ ಉತ್ಸವ ಮೂರ್ತಿಗಳು ಇಟ್ಟಿದ್ದರು. ಗೋವಿಂದ ನಾಮ ಸ್ಮರಣೆಯೊಂದಿಗೆ ಭಕ್ತಾದಿಗಳು ರಥ ಎಳೆಯುವ ಮೂಲಕ ಚಾಲನೆ ನೀಡಿದರು. [8,207,218,250]
document-footer-text: By Order of the Chief Executive Officer [398,1423,555,1432]
paragraph: ಮುಂದಿನ ದಿನಗಳಲ್ಲಿ ಮತ್ತಷ್ಟು ಅಂತಾರಾಷ್ಟ್ರೀಯ ಮಾರ್ಗಗಳನ್ನು ಪ್ರಾರಂಭಿಸುವ ಯೋಜನೆ ಹೊಂದಿದೆ ಎಂದು ಸಂಸ್ಥೆ ತಿಳಿಸಿದೆ. [771,1368,939,1400]
paragraph: ದೇವನಹಳ್ಳಿ :ಮಹಿಳೆಯರಿಗೆ ಮನೆ ಜವಾಬ್ದಾರಿ, ಕೆಲಸದ ಸಮಯ ಈ ರೀತಿಯ ಕ್ರೀಡೆಗಳಲ್ಲಿ ಭಾಗವಹಿಸುವುದರಿಂದ ಮಹಿಳೆಯರಲ್ಲಿ ಕ್ರೀಡಾ ಉತ್ಸಾಹ ಬೆಳೆದು ಒತ್ತಡದ ಜೀವನ ದೂರವಾಗುತ್ತದೆ ಎಂದು ದೇವನಹಳ್ಳಿ ತಾಲ್ಲೂಕು ಕಾರ್ಯನಿರ್ವಾಹಕ ಅಧಿಕಾರಿ ಶ್ರೀನಾಥ್ ಗೌಡ ತಿಳಿಸಿದರು. [8,1260,178,1314]
paragraph: ದೇವನಹಳ್ಳಿ ತಾಲ್ಲೂಕಿನ ಕುಂದಾಣ ಗ್ರಾಮದಲ್ಲಿ ಆಯೋಜಿಸಿದ್ದ ಕೆ. ಶಿವರಾಮ್ ಅವರ ಪುಣ್ಯಸ್ಮರಣೆ ಕಾರ್ಯಕ್ರಮದಲ್ಲಿ ಪಾಲ್ಗೊಂಡು, ಅವರಿಗೆ ಗೌರವ ನಮನಗಳನ್ನು ಸಲ್ಲಿಸಲಾಯಿತು. [363,810,588,842]
paragraph: ಇದೇ ಸಂದರ್ಭದಲ್ಲಿ ಕಾಂಗ್ರೆಸ್ ಮುಖಂಡರಾದ ಕೆ.ವಿ.ಸ್ವಾಮಿ, ಶ್ರೀನಿವಾಸ್, ಕನ್ನಮಂಗಲ ಗ್ರಾಮ ಪಂಚಾಯಿತಿ ಸದಸ್ಯರು ಹಾಗೂ ಸುತ್ತಮುತ್ತಲ ಗ್ರಾಮಸ್ಥರು ಸೇರಿ ಕಾರ್ಯಕ್ರಮ ಯಶಸ್ವಿಗೊಳಿಸಿದರು. [363,1062,588,1094]
